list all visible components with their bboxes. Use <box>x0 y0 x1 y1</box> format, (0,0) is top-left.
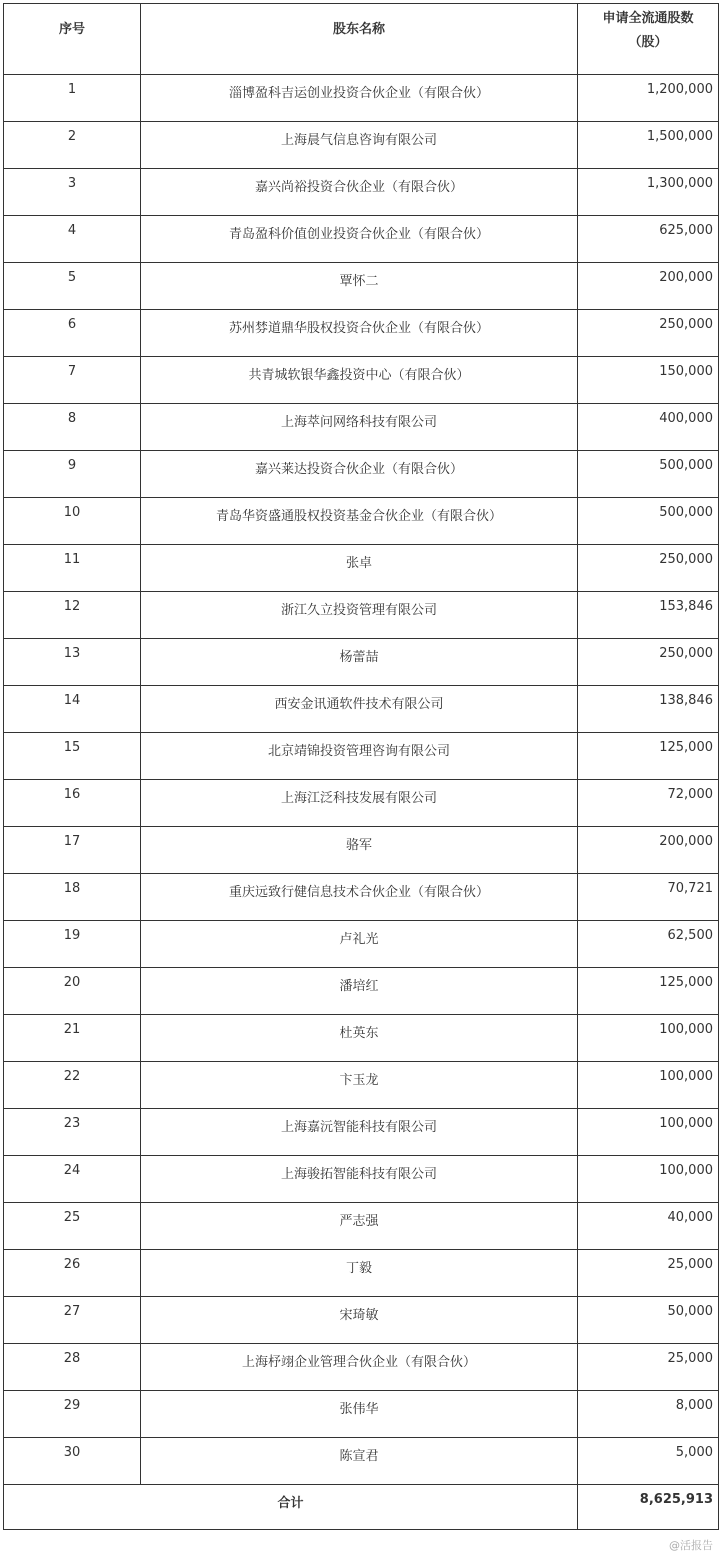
table-row <box>4 733 719 780</box>
row-shares: 70,721 <box>578 874 719 921</box>
row-no: 23 <box>4 1109 141 1156</box>
table-row <box>4 451 719 498</box>
row-shares: 5,000 <box>578 1438 719 1485</box>
header-row <box>4 4 719 75</box>
row-name: 上海骏拓智能科技有限公司 <box>141 1156 578 1203</box>
table-row <box>4 404 719 451</box>
row-name: 杜英东 <box>141 1015 578 1062</box>
row-no: 4 <box>4 216 141 263</box>
row-name: 卢礼光 <box>141 921 578 968</box>
row-name: 上海江泛科技发展有限公司 <box>141 780 578 827</box>
row-name: 嘉兴莱达投资合伙企业（有限合伙） <box>141 451 578 498</box>
row-no: 29 <box>4 1391 141 1438</box>
row-no: 14 <box>4 686 141 733</box>
table-row <box>4 545 719 592</box>
row-name: 骆军 <box>141 827 578 874</box>
row-no: 13 <box>4 639 141 686</box>
row-shares: 100,000 <box>578 1109 719 1156</box>
row-shares: 125,000 <box>578 733 719 780</box>
row-no: 19 <box>4 921 141 968</box>
row-shares: 1,200,000 <box>578 75 719 122</box>
row-no: 11 <box>4 545 141 592</box>
table-row <box>4 216 719 263</box>
row-shares: 500,000 <box>578 451 719 498</box>
table-row <box>4 1344 719 1391</box>
row-no: 24 <box>4 1156 141 1203</box>
header-name: 股东名称 <box>141 4 578 75</box>
row-name: 上海晨气信息咨询有限公司 <box>141 122 578 169</box>
row-shares: 100,000 <box>578 1156 719 1203</box>
table-row <box>4 1391 719 1438</box>
row-no: 21 <box>4 1015 141 1062</box>
table-row <box>4 592 719 639</box>
table-row <box>4 75 719 122</box>
row-no: 15 <box>4 733 141 780</box>
row-name: 苏州棼道鼎华股权投资合伙企业（有限合伙） <box>141 310 578 357</box>
row-name: 共青城软银华鑫投资中心（有限合伙） <box>141 357 578 404</box>
row-shares: 153,846 <box>578 592 719 639</box>
row-name: 陈宣君 <box>141 1438 578 1485</box>
watermark: @活报告 <box>669 1539 713 1552</box>
row-no: 10 <box>4 498 141 545</box>
row-no: 9 <box>4 451 141 498</box>
table-row <box>4 780 719 827</box>
row-shares: 8,000 <box>578 1391 719 1438</box>
table-row <box>4 1438 719 1485</box>
row-no: 8 <box>4 404 141 451</box>
row-no: 20 <box>4 968 141 1015</box>
row-name: 上海嘉沅智能科技有限公司 <box>141 1109 578 1156</box>
row-name: 张伟华 <box>141 1391 578 1438</box>
table-row <box>4 1015 719 1062</box>
row-shares: 72,000 <box>578 780 719 827</box>
header-no: 序号 <box>4 4 141 75</box>
row-shares: 500,000 <box>578 498 719 545</box>
table-row <box>4 686 719 733</box>
table-row <box>4 1062 719 1109</box>
table-row <box>4 968 719 1015</box>
row-shares: 150,000 <box>578 357 719 404</box>
row-no: 25 <box>4 1203 141 1250</box>
row-name: 北京靖锦投资管理咨询有限公司 <box>141 733 578 780</box>
row-shares: 100,000 <box>578 1062 719 1109</box>
row-shares: 400,000 <box>578 404 719 451</box>
table-row <box>4 1203 719 1250</box>
row-no: 5 <box>4 263 141 310</box>
table-row <box>4 357 719 404</box>
row-no: 18 <box>4 874 141 921</box>
shareholder-table <box>3 3 719 1530</box>
table-row <box>4 874 719 921</box>
row-name: 张卓 <box>141 545 578 592</box>
table-row <box>4 263 719 310</box>
row-no: 6 <box>4 310 141 357</box>
row-name: 宋琦敏 <box>141 1297 578 1344</box>
total-label: 合计 <box>4 1485 578 1530</box>
row-no: 3 <box>4 169 141 216</box>
row-no: 27 <box>4 1297 141 1344</box>
row-name: 青岛华资盛通股权投资基金合伙企业（有限合伙） <box>141 498 578 545</box>
row-shares: 125,000 <box>578 968 719 1015</box>
table-row <box>4 827 719 874</box>
row-no: 12 <box>4 592 141 639</box>
table-row <box>4 1250 719 1297</box>
row-shares: 50,000 <box>578 1297 719 1344</box>
row-no: 26 <box>4 1250 141 1297</box>
total-row <box>4 1485 719 1530</box>
row-name: 上海杼翊企业管理合伙企业（有限合伙） <box>141 1344 578 1391</box>
table-row <box>4 498 719 545</box>
row-no: 28 <box>4 1344 141 1391</box>
row-name: 上海萃问网络科技有限公司 <box>141 404 578 451</box>
row-name: 丁毅 <box>141 1250 578 1297</box>
row-name: 青岛盈科价值创业投资合伙企业（有限合伙） <box>141 216 578 263</box>
row-no: 30 <box>4 1438 141 1485</box>
table-row <box>4 1297 719 1344</box>
row-name: 严志强 <box>141 1203 578 1250</box>
row-shares: 100,000 <box>578 1015 719 1062</box>
row-name: 浙江久立投资管理有限公司 <box>141 592 578 639</box>
table-body <box>4 75 719 1485</box>
row-no: 7 <box>4 357 141 404</box>
header-shares <box>578 4 719 75</box>
table-row <box>4 122 719 169</box>
row-shares: 1,300,000 <box>578 169 719 216</box>
total-value: 8,625,913 <box>578 1485 719 1530</box>
row-shares: 250,000 <box>578 639 719 686</box>
row-shares: 40,000 <box>578 1203 719 1250</box>
row-name: 重庆远致行健信息技术合伙企业（有限合伙） <box>141 874 578 921</box>
table-row <box>4 310 719 357</box>
row-shares: 1,500,000 <box>578 122 719 169</box>
row-shares: 200,000 <box>578 263 719 310</box>
table-row <box>4 921 719 968</box>
row-no: 2 <box>4 122 141 169</box>
row-shares: 250,000 <box>578 545 719 592</box>
row-no: 16 <box>4 780 141 827</box>
row-name: 潘培红 <box>141 968 578 1015</box>
row-shares: 200,000 <box>578 827 719 874</box>
row-name: 嘉兴尚裕投资合伙企业（有限合伙） <box>141 169 578 216</box>
header-shares-line2: （股） <box>628 35 668 50</box>
row-name: 杨蕾喆 <box>141 639 578 686</box>
table-row <box>4 639 719 686</box>
row-shares: 25,000 <box>578 1344 719 1391</box>
row-no: 22 <box>4 1062 141 1109</box>
row-no: 17 <box>4 827 141 874</box>
table-row <box>4 1109 719 1156</box>
row-shares: 625,000 <box>578 216 719 263</box>
row-shares: 25,000 <box>578 1250 719 1297</box>
row-name: 淄博盈科吉运创业投资合伙企业（有限合伙） <box>141 75 578 122</box>
row-shares: 250,000 <box>578 310 719 357</box>
row-shares: 62,500 <box>578 921 719 968</box>
row-name: 卞玉龙 <box>141 1062 578 1109</box>
table-row <box>4 169 719 216</box>
row-no: 1 <box>4 75 141 122</box>
table-row <box>4 1156 719 1203</box>
header-shares-line1: 申请全流通股数 <box>602 11 694 26</box>
row-shares: 138,846 <box>578 686 719 733</box>
row-name: 覃怀二 <box>141 263 578 310</box>
row-name: 西安金讯通软件技术有限公司 <box>141 686 578 733</box>
